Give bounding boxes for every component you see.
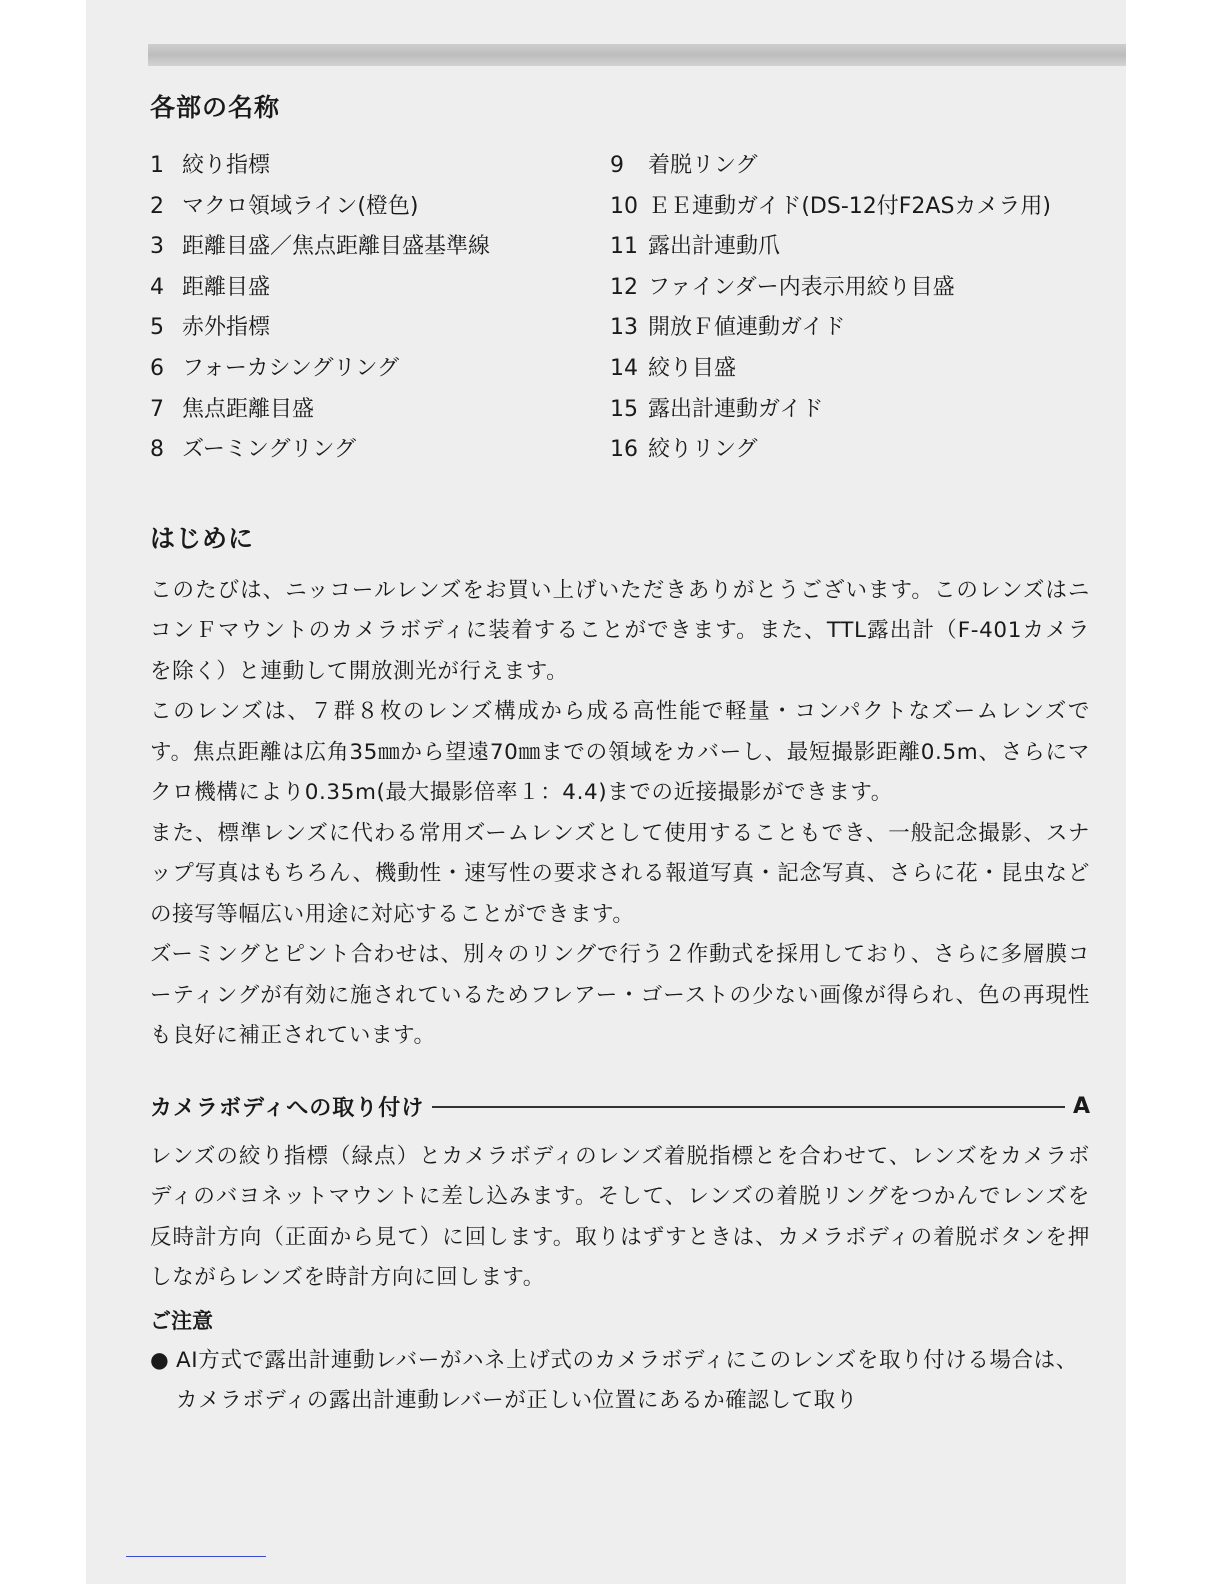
- part-item: [150, 146, 610, 187]
- part-number: 6: [150, 355, 164, 381]
- part-label: 絞り目盛: [648, 355, 737, 381]
- part-number: 16: [610, 437, 638, 463]
- part-label: 露出計連動爪: [648, 234, 781, 260]
- part-item: [150, 390, 610, 431]
- part-label: ＥＥ連動ガイド(DS-12付F2ASカメラ用): [648, 193, 1052, 219]
- caution-text: AI方式で露出計連動レバーがハネ上げ式のカメラボディにこのレンズを取り付ける場合は、カメラボディの露出計連動レバーが正しい位置にあるか確認して取り: [176, 1347, 1078, 1414]
- intro-paragraph: また、標準レンズに代わる常用ズームレンズとして使用することもでき、一般記念撮影、スナップ写真はもちろん、機動性・速写性の要求される報道写真・記念写真、さらに花・昆虫などの接写等幅広い用途に対応することができます。: [150, 820, 1090, 927]
- intro-paragraph: ズーミングとピント合わせは、別々のリングで行う２作動式を採用しており、さらに多層膜コーティングが有効に施されているためフレアー・ゴーストの少ない画像が得られ、色の再現性も良好に補正されています。: [150, 942, 1090, 1049]
- part-item: [150, 430, 610, 471]
- part-number: 4: [150, 274, 164, 300]
- part-item: [610, 146, 1090, 187]
- part-item: [610, 227, 1090, 268]
- part-label: 開放Ｆ値連動ガイド: [648, 315, 846, 341]
- part-number: 12: [610, 274, 638, 300]
- caution-title: ご注意: [150, 1308, 213, 1333]
- parts-title: 各部の名称: [150, 93, 281, 122]
- bullet-icon: ●: [150, 1347, 170, 1373]
- part-number: 13: [610, 315, 638, 341]
- part-item: [610, 349, 1090, 390]
- footer-rule: [126, 1556, 266, 1557]
- part-item: [610, 430, 1090, 471]
- parts-list-left: [150, 146, 610, 471]
- part-item: [150, 227, 610, 268]
- part-label: 着脱リング: [648, 153, 758, 178]
- part-number: 8: [150, 437, 164, 463]
- part-number: 5: [150, 315, 164, 341]
- part-item: [150, 268, 610, 309]
- part-item: [150, 308, 610, 349]
- part-label: 露出計連動ガイド: [648, 396, 824, 422]
- part-item: [150, 187, 610, 228]
- figure-ref: A: [1072, 1094, 1090, 1120]
- part-label: マクロ領域ライン(橙色): [182, 193, 419, 219]
- parts-list-right: [610, 146, 1090, 471]
- part-item: [610, 308, 1090, 349]
- part-label: 距離目盛: [182, 274, 271, 300]
- part-item: [610, 187, 1090, 228]
- part-label: フォーカシングリング: [182, 355, 400, 381]
- part-number: 7: [150, 396, 164, 422]
- page-content: [150, 88, 1090, 1422]
- part-label: 焦点距離目盛: [182, 396, 315, 422]
- part-label: ファインダー内表示用絞り目盛: [648, 274, 955, 300]
- caution-item: [150, 1341, 1090, 1422]
- part-label: 赤外指標: [182, 315, 271, 341]
- intro-title: はじめに: [150, 523, 255, 553]
- intro-body: [150, 571, 1090, 1057]
- part-item: [610, 268, 1090, 309]
- part-label: 距離目盛／焦点距離目盛基準線: [182, 234, 491, 260]
- part-number: 1: [150, 153, 164, 178]
- part-number: 3: [150, 234, 164, 260]
- parts-list: [150, 146, 1090, 471]
- part-number: 10: [610, 193, 638, 219]
- part-label: 絞り指標: [182, 153, 271, 178]
- part-label: ズーミングリング: [182, 437, 357, 463]
- heading-rule: [432, 1106, 1065, 1108]
- part-label: 絞りリング: [648, 437, 758, 463]
- part-number: 9: [610, 153, 624, 178]
- part-number: 15: [610, 396, 638, 422]
- scan-shadow-band: [148, 44, 1126, 66]
- part-item: [150, 349, 610, 390]
- part-item: [610, 390, 1090, 431]
- part-number: 14: [610, 355, 638, 381]
- mount-heading: [150, 1087, 1090, 1127]
- part-number: 11: [610, 234, 638, 260]
- document-page: [86, 0, 1126, 1584]
- part-number: 2: [150, 193, 164, 219]
- intro-paragraph: このレンズは、７群８枚のレンズ構成から成る高性能で軽量・コンパクトなズームレンズです。焦点距離は広角35㎜から望遠70㎜までの領域をカバーし、最短撮影距離0.5m、さらにマクロ機構により0.35m(最大撮影倍率１：4.4)までの近接撮影ができます。: [150, 699, 1090, 806]
- mount-paragraph: レンズの絞り指標（緑点）とカメラボディのレンズ着脱指標とを合わせて、レンズをカメラボディのバヨネットマウントに差し込みます。そして、レンズの着脱リングをつかんでレンズを反時計方向（正面から見て）に回します。取りはずすときは、カメラボディの着脱ボタンを押しながらレンズを時計方向に回します。: [150, 1143, 1090, 1291]
- intro-paragraph: このたびは、ニッコールレンズをお買い上げいただきありがとうございます。このレンズはニコンＦマウントのカメラボディに装着することができます。また、TTL露出計（F-401カメラを除く）と連動して開放測光が行えます。: [150, 577, 1090, 684]
- mount-title: カメラボディへの取り付け: [150, 1096, 425, 1122]
- mount-body: [150, 1137, 1090, 1422]
